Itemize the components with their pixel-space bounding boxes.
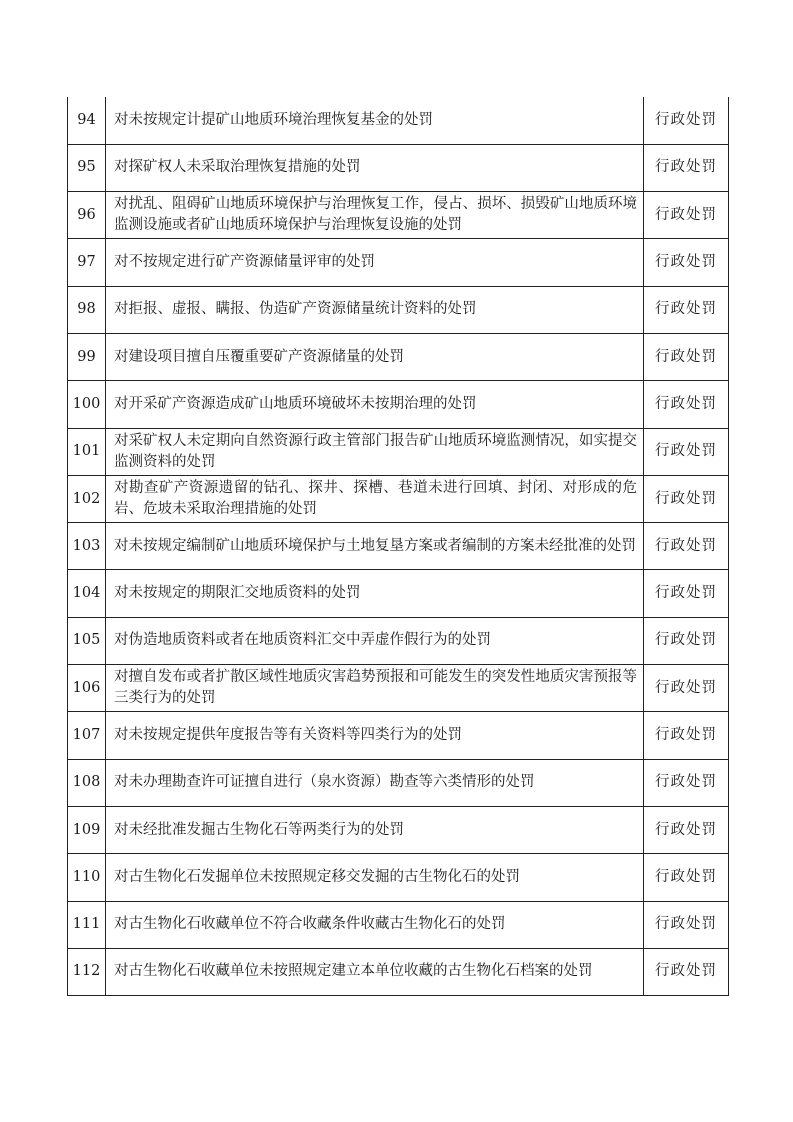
table-row: [68, 333, 729, 380]
penalty-items-table: [67, 97, 729, 996]
table-row: [68, 286, 729, 333]
row-category: 行政处罚: [644, 806, 729, 853]
row-number: 110: [68, 854, 106, 901]
table-row: [68, 665, 729, 712]
row-number: 96: [68, 192, 106, 239]
row-category: 行政处罚: [644, 428, 729, 475]
row-category: 行政处罚: [644, 570, 729, 617]
row-description: 对古生物化石发掘单位未按照规定移交发掘的古生物化石的处罚: [106, 854, 644, 901]
row-category: 行政处罚: [644, 712, 729, 759]
table-row: [68, 192, 729, 239]
row-number: 94: [68, 97, 106, 144]
row-description: 对未按规定计提矿山地质环境治理恢复基金的处罚: [106, 97, 644, 144]
row-description: 对建设项目擅自压覆重要矿产资源储量的处罚: [106, 333, 644, 380]
row-category: 行政处罚: [644, 665, 729, 712]
table-row: [68, 144, 729, 191]
row-number: 105: [68, 617, 106, 664]
row-description: 对未按规定的期限汇交地质资料的处罚: [106, 570, 644, 617]
row-number: 100: [68, 381, 106, 428]
row-number: 109: [68, 806, 106, 853]
row-category: 行政处罚: [644, 144, 729, 191]
table-row: [68, 475, 729, 522]
row-number: 103: [68, 523, 106, 570]
table-row: [68, 617, 729, 664]
row-description: 对未按规定提供年度报告等有关资料等四类行为的处罚: [106, 712, 644, 759]
row-description: 对开采矿产资源造成矿山地质环境破坏未按期治理的处罚: [106, 381, 644, 428]
row-number: 106: [68, 665, 106, 712]
table-row: [68, 759, 729, 806]
row-category: 行政处罚: [644, 948, 729, 995]
table-row: [68, 381, 729, 428]
row-description: 对未按规定编制矿山地质环境保护与土地复垦方案或者编制的方案未经批准的处罚: [106, 523, 644, 570]
row-category: 行政处罚: [644, 192, 729, 239]
table-row: [68, 712, 729, 759]
row-number: 108: [68, 759, 106, 806]
row-number: 104: [68, 570, 106, 617]
table-row: [68, 570, 729, 617]
row-category: 行政处罚: [644, 854, 729, 901]
row-category: 行政处罚: [644, 759, 729, 806]
row-number: 95: [68, 144, 106, 191]
row-description: 对扰乱、阻碍矿山地质环境保护与治理恢复工作，侵占、损坏、损毁矿山地质环境监测设施或者矿山地质环境保护与治理恢复设施的处罚: [106, 192, 644, 239]
table-row: [68, 428, 729, 475]
row-description: 对未办理勘查许可证擅自进行（泉水资源）勘查等六类情形的处罚: [106, 759, 644, 806]
table-row: [68, 97, 729, 144]
row-category: 行政处罚: [644, 523, 729, 570]
row-description: 对未经批准发掘古生物化石等两类行为的处罚: [106, 806, 644, 853]
row-description: 对古生物化石收藏单位未按照规定建立本单位收藏的古生物化石档案的处罚: [106, 948, 644, 995]
table-row: [68, 239, 729, 286]
table-row: [68, 901, 729, 948]
row-description: 对不按规定进行矿产资源储量评审的处罚: [106, 239, 644, 286]
row-number: 101: [68, 428, 106, 475]
table-row: [68, 523, 729, 570]
row-category: 行政处罚: [644, 475, 729, 522]
row-number: 112: [68, 948, 106, 995]
row-category: 行政处罚: [644, 97, 729, 144]
row-description: 对拒报、虚报、瞒报、伪造矿产资源储量统计资料的处罚: [106, 286, 644, 333]
row-description: 对伪造地质资料或者在地质资料汇交中弄虚作假行为的处罚: [106, 617, 644, 664]
row-category: 行政处罚: [644, 901, 729, 948]
row-number: 98: [68, 286, 106, 333]
row-category: 行政处罚: [644, 617, 729, 664]
row-number: 107: [68, 712, 106, 759]
table-row: [68, 854, 729, 901]
row-category: 行政处罚: [644, 333, 729, 380]
table-row: [68, 806, 729, 853]
row-category: 行政处罚: [644, 286, 729, 333]
row-description: 对擅自发布或者扩散区域性地质灾害趋势预报和可能发生的突发性地质灾害预报等三类行为的处罚: [106, 665, 644, 712]
table-body: [68, 97, 729, 996]
table-row: [68, 948, 729, 995]
row-description: 对勘查矿产资源遗留的钻孔、探井、探槽、巷道未进行回填、封闭、对形成的危岩、危坡未采取治理措施的处罚: [106, 475, 644, 522]
row-category: 行政处罚: [644, 239, 729, 286]
row-description: 对探矿权人未采取治理恢复措施的处罚: [106, 144, 644, 191]
row-description: 对古生物化石收藏单位不符合收藏条件收藏古生物化石的处罚: [106, 901, 644, 948]
row-category: 行政处罚: [644, 381, 729, 428]
row-number: 97: [68, 239, 106, 286]
row-number: 99: [68, 333, 106, 380]
row-number: 111: [68, 901, 106, 948]
row-description: 对采矿权人未定期向自然资源行政主管部门报告矿山地质环境监测情况，如实提交监测资料的处罚: [106, 428, 644, 475]
row-number: 102: [68, 475, 106, 522]
